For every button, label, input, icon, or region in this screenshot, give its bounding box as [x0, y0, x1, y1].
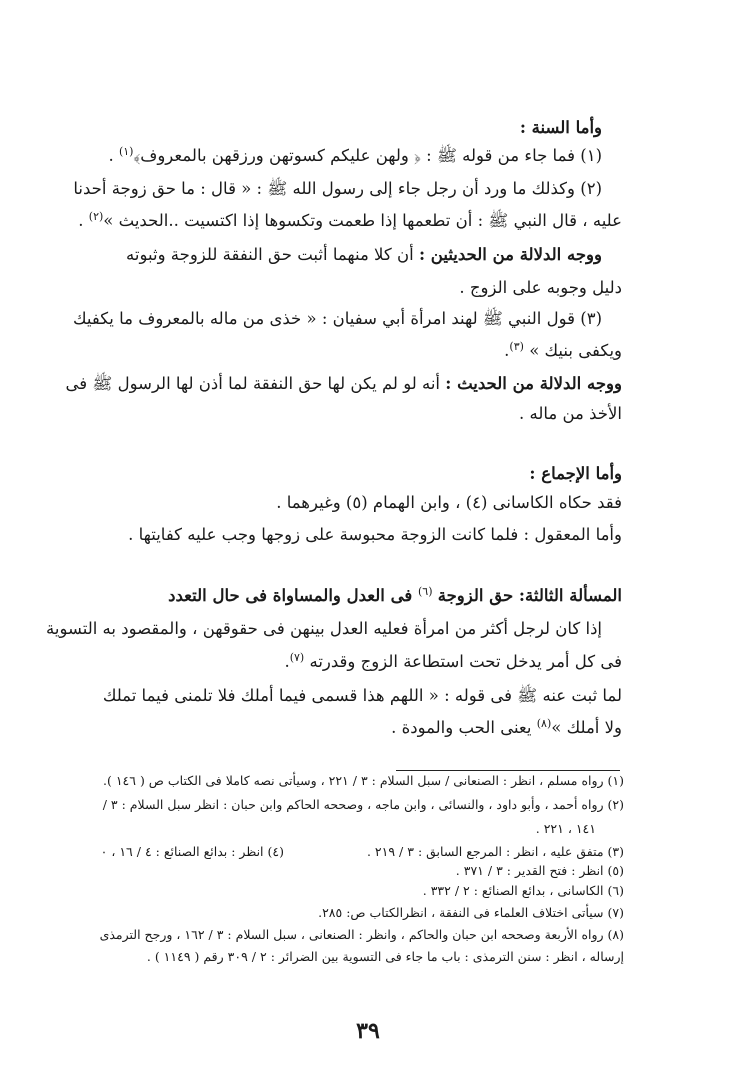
- footnote-ref-7: (٧): [289, 651, 305, 664]
- text-line-1: [108, 144, 602, 170]
- text-line-8-rest: أنه لو لم يكن لها حق النفقة لما أذن لها الرسول ﷺ فى: [65, 374, 446, 393]
- footnote-ref-3: (٣): [509, 340, 524, 353]
- text-line-7-main: ويكفى بنيك »: [529, 341, 622, 360]
- text-line-13-main: فى كل أمر يدخل تحت استطاعة الزوج وقدرته: [309, 652, 622, 671]
- footnote-ref-6: (٦): [417, 585, 433, 598]
- text-line-4: [126, 243, 602, 267]
- text-line-13: [284, 650, 622, 676]
- text-line-15-rest: يعنى الحب والمودة .: [391, 718, 537, 737]
- text-line-11: وأما المعقول : فلما كانت الزوجة محبوسة على زوجها وجب عليه كفايتها .: [128, 525, 622, 544]
- footnote-ref-2: (٢): [88, 210, 104, 223]
- section-heading-title: المسألة الثالثة: حق الزوجة: [437, 586, 622, 605]
- ijma-heading: وأما الإجماع :: [529, 464, 622, 483]
- text-line-5: دليل وجوبه على الزوج .: [459, 278, 622, 297]
- footnote-8: (٨) رواه الأربعة وصححه ابن حبان والحاكم ، وانظر : الصنعانى ، سبل السلام : ٣ / ١٦٢ ، ورجح الترمذى: [99, 927, 624, 942]
- footnote-7: (٧) سيأتى اختلاف العلماء فى النفقة ، انظرالكتاب ص: ٢٨٥.: [318, 905, 624, 920]
- footnote-divider: [396, 770, 620, 771]
- footnote-ref-8: (٨): [536, 717, 552, 730]
- text-line-3-end: .: [78, 211, 84, 230]
- text-line-7-end: .: [504, 341, 510, 360]
- text-line-9: الأخذ من ماله .: [519, 404, 622, 423]
- text-line-7: [504, 339, 622, 365]
- footnote-2: (٢) رواه أحمد ، وأبو داود ، والنسائى ، وابن ماجه ، وصححه الحاكم وابن حبان : انظر سبل السلام : ٣ /: [102, 797, 624, 812]
- text-line-12: إذا كان لرجل أكثر من امرأة فعليه العدل بينهن فى حقوقهن ، والمقصود به التسوية: [46, 619, 602, 638]
- footnote-5: (٥) انظر : فتح القدير : ٣ / ٣٧١ .: [455, 863, 624, 878]
- footnote-8-cont: إرساله ، انظر : سنن الترمذى : باب ما جاء فى التسوية بين الضرائر : ٢ / ٣٠٩ رقم ( ١١٤٩ ) .: [146, 949, 624, 964]
- text-line-3: [78, 209, 622, 235]
- text-line-6: (٣) قول النبي ﷺ لهند امرأة أبي سفيان : « خذى من ماله بالمعروف ما يكفيك: [72, 309, 602, 328]
- text-line-15-main: ولا أملك »: [551, 718, 622, 737]
- footnote-3: (٣) متفق عليه ، انظر : المرجع السابق : ٣ / ٢١٩ .: [366, 844, 624, 859]
- text-line-2: (٢) وكذلك ما ورد أن رجل جاء إلى رسول الله ﷺ : « قال : ما حق زوجة أحدنا: [73, 179, 602, 198]
- inference-label-2: ووجه الدلالة من الحديث :: [445, 374, 622, 393]
- text-line-10: فقد حكاه الكاسانى (٤) ، وابن الهمام (٥) وغيرهما .: [276, 493, 622, 512]
- footnote-1: (١) رواه مسلم ، انظر : الصنعانى / سبل السلام : ٣ / ٢٢١ ، وسيأتى نصه كاملا فى الكتاب ص ( ١٤٦ ).: [102, 773, 624, 788]
- inference-label-1: ووجه الدلالة من الحديثين :: [418, 245, 602, 264]
- footnote-ref-1: (١): [118, 145, 134, 158]
- text-line-13-end: .: [284, 652, 290, 671]
- sunna-heading: وأما السنة :: [519, 118, 602, 137]
- footnote-2-cont: ١٤١ ، ٢٢١ .: [535, 821, 596, 836]
- footnote-6: (٦) الكاسانى ، بدائع الصنائع : ٢ / ٣٣٢ .: [422, 883, 624, 898]
- text-line-8: [66, 372, 622, 396]
- section-heading-rest: فى العدل والمساواة فى حال التعدد: [168, 586, 418, 605]
- page-number: ٣٩: [356, 1018, 380, 1044]
- text-line-1-main: (١) فما جاء من قوله ﷺ : ﴿ ولهن عليكم كسوتهن ورزقهن بالمعروف﴾: [133, 146, 602, 165]
- text-line-14: لما ثبت عنه ﷺ فى قوله : « اللهم هذا قسمى فيما أملك فلا تلمنى فيما تملك: [102, 686, 622, 705]
- section-heading: [168, 584, 622, 610]
- text-line-3-main: عليه ، قال النبي ﷺ : أن تطعمها إذا طعمت وتكسوها إذا اكتسيت ..الحديث »: [103, 211, 622, 230]
- text-line-4-rest: أن كلا منهما أثبت حق النفقة للزوجة وثبوته: [126, 245, 419, 264]
- text-line-1-end: .: [108, 146, 114, 165]
- text-line-15: [391, 716, 622, 742]
- footnote-4: (٤) انظر : بدائع الصنائع : ٤ / ١٦ ، ٠: [100, 844, 284, 859]
